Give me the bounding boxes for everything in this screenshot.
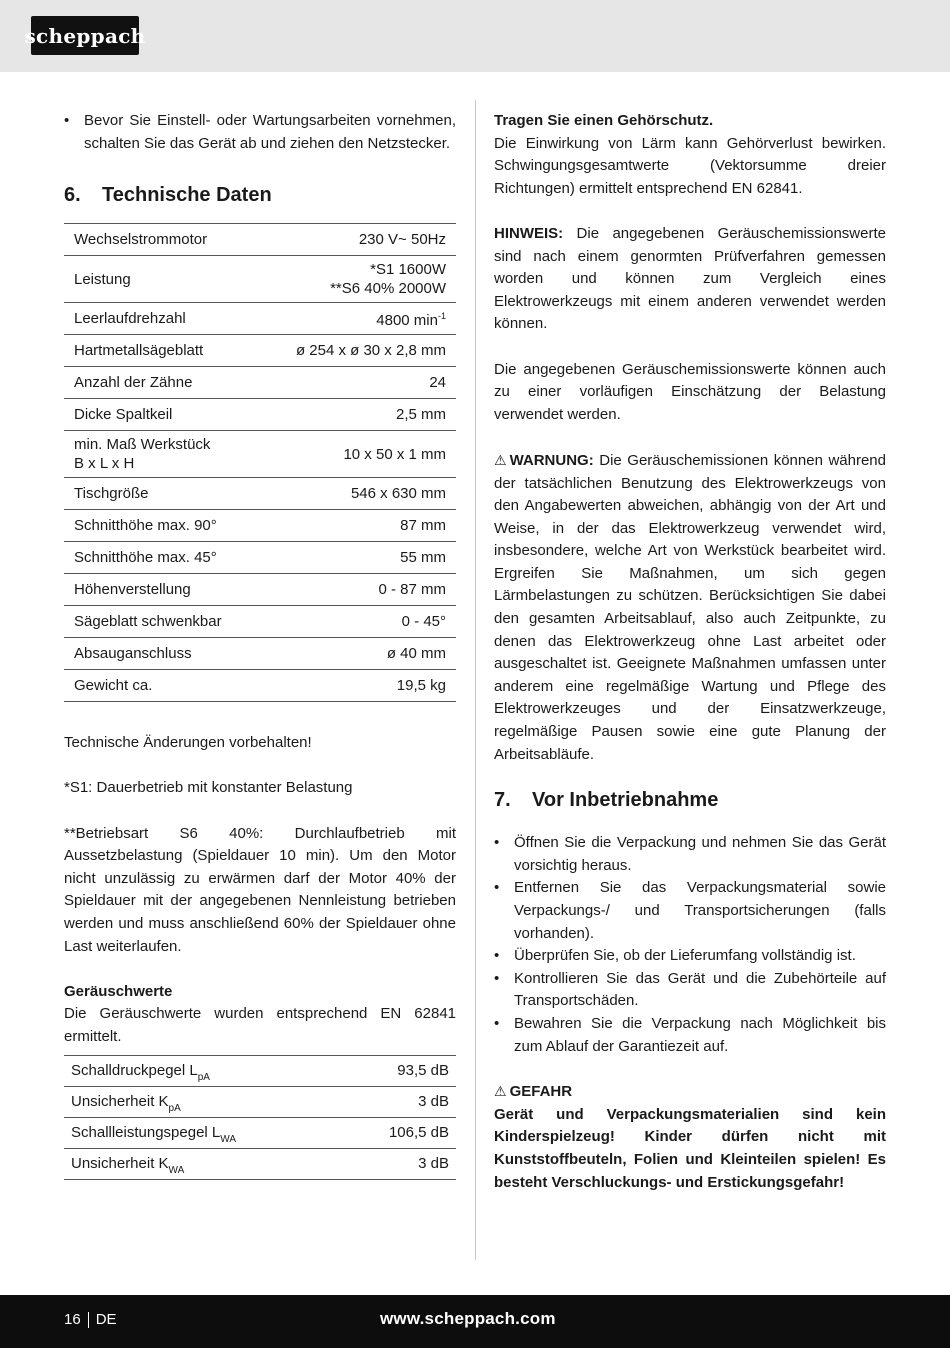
noise-value: 3 dB — [418, 1155, 449, 1172]
list-item: • Bewahren Sie die Verpackung nach Möglichkeit bis zum Ablauf der Garantiezeit auf. — [494, 1014, 886, 1055]
noise-label-subscript: pA — [197, 1072, 210, 1083]
bullet-glyph: • — [494, 1014, 500, 1032]
footer-band — [0, 1295, 950, 1348]
noise-label: Unsicherheit $K_{pA}$ — [71, 1093, 181, 1114]
spec-value: ø 254 x ø 30 x 2,8 mm — [295, 342, 446, 360]
list-item: • Überprüfen Sie, ob der Lieferumfang vollständig ist. — [494, 945, 886, 968]
noise-label-subscript: pA — [168, 1103, 181, 1114]
noise-value: 106,5 dB — [388, 1124, 449, 1141]
bullet-glyph: • — [494, 947, 500, 965]
spec-value: 87 mm — [400, 517, 446, 535]
page-number: 16 DE — [64, 1311, 117, 1328]
spec-label: min. Maß Werkstück B x L x H — [74, 436, 211, 473]
spec-table — [64, 223, 456, 702]
s6-note: **Betriebsart S6 40%: Durchlaufbetrieb mit Aussetzbelastung (Spieldauer 10 min). Um den Motor nicht unzulässig zu erwärmen darf der Motor 40% der Spieldauer mit der angegebenen Nennleistung betrieben werden und muss anschließend 60% der Spieldauer ohne Last weiterlaufen. — [64, 824, 456, 955]
spec-value: 2,5 mm — [395, 406, 446, 424]
noise-label: Schallleistungspegel $L_{WA}$ — [71, 1124, 237, 1145]
spec-value: 0 - 45° — [401, 613, 446, 631]
noise-label-subscript: WA — [168, 1165, 185, 1176]
gefahr-heading: ⚠ GEFAHR — [494, 1080, 886, 1104]
spec-value: 19,5 kg — [396, 677, 446, 695]
table-row — [64, 510, 456, 542]
spec-label: Anzahl der Zähne — [74, 374, 193, 392]
spec-label: Leistung — [74, 270, 131, 288]
table-row — [64, 606, 456, 638]
spec-label: Absauganschluss — [74, 645, 192, 663]
list-item: • Bevor Sie Einstell- oder Wartungsarbeiten vornehmen, schalten Sie das Gerät ab und ziehen den Netzstecker. — [64, 112, 456, 152]
spec-value: 24 — [429, 374, 446, 392]
spec-label: Schnitthöhe max. 90° — [74, 517, 217, 535]
left-column — [64, 110, 456, 1180]
table-row — [64, 367, 456, 399]
spec-label: Schnitthöhe max. 45° — [74, 549, 217, 567]
table-row — [64, 542, 456, 574]
spec-value: *S1 1600W **S6 40% 2000W — [330, 261, 446, 298]
before-operation-list — [494, 832, 886, 1058]
spec-value: 55 mm — [400, 549, 446, 567]
spec-value: 0 - 87 mm — [378, 581, 446, 599]
spec-label: Hartmetallsägeblatt — [74, 342, 204, 360]
table-row — [64, 1149, 456, 1180]
spec-label: Gewicht ca. — [74, 677, 153, 695]
intro-bullet-list — [64, 110, 456, 155]
noise-table — [64, 1055, 456, 1180]
spec-label: Dicke Spaltkeil — [74, 406, 173, 424]
spec-label: Sägeblatt schwenkbar — [74, 613, 222, 631]
table-row — [64, 1118, 456, 1149]
table-row — [64, 431, 456, 478]
table-row — [64, 303, 456, 335]
spec-label: Höhenverstellung — [74, 581, 191, 599]
bullet-glyph: • — [494, 834, 500, 852]
header-band — [0, 0, 950, 72]
footer-url[interactable]: www.scheppach.com — [380, 1309, 556, 1328]
spec-value: 230 V~ 50Hz — [358, 231, 446, 249]
table-row — [64, 478, 456, 510]
table-row — [64, 224, 456, 256]
list-item: • Öffnen Sie die Verpackung und nehmen Sie das Gerät vorsichtig heraus. — [494, 834, 886, 874]
brand-logo: scheppach — [31, 16, 139, 55]
noise-heading: Geräuschwerte — [64, 982, 173, 1000]
list-item: • Entfernen Sie das Verpackungsmaterial sowie Verpackungs-/ und Transportsicherungen (falls vorhanden). — [494, 879, 886, 942]
hearing-protection-heading: Tragen Sie einen Gehörschutz. — [494, 112, 714, 129]
column-divider — [475, 100, 476, 1260]
spec-value-superscript: -1 — [437, 311, 446, 322]
noise-value: 3 dB — [418, 1093, 449, 1110]
section-heading-technical-data: 6. Technische Daten — [64, 184, 272, 207]
spec-label: Tischgröße — [74, 485, 149, 503]
gefahr-text: Gerät und Verpackungsmaterialien sind kein Kinderspielzeug! Kinder dürfen nicht mit Kunststoffbeuteln, Folien und Kleinteilen spielen! Es besteht Verschluckungs- und Erstickungsgefahr! — [494, 1105, 886, 1191]
table-row — [64, 1056, 456, 1087]
hearing-protection-text: Die Einwirkung von Lärm kann Gehörverlust bewirken. Schwingungsgesamtwerte (Vektorsumme dreier Richtungen) ermittelt entsprechend EN 62841. — [494, 134, 886, 197]
warnung-paragraph: ⚠ WARNUNG: Die Geräuschemissionen können während der tatsächlichen Benutzung des Elektrowerkzeugs von den Angabewerten abweichen, abhängig von der Art und Weise, in der das Elektrowerkzeug verwendet wird, insbesondere, welche Art von Werkstück bearbeitet wird. Ergreifen Sie Maßnahmen, um sich gegen Lärmbelastungen zu schützen. Berücksichtigen Sie dabei den gesamten Arbeitsablauf, also auch Zeitpunkte, zu denen das Elektrowerkzeug ohne Last arbeitet oder ausgeschaltet ist. Geeignete Maßnahmen umfassen unter anderem eine regelmäßige Wartung und Pflege des Elektrowerkzeuges und der Einsatzwerkzeuge, regelmäßige Pausen sowie eine gute Planung der Arbeitsabläufe. — [494, 449, 886, 766]
noise-label: Schalldruckpegel $L_{pA}$ — [71, 1062, 210, 1083]
list-item: • Kontrollieren Sie das Gerät und die Zubehörteile auf Transportschäden. — [494, 969, 886, 1010]
table-row — [64, 256, 456, 303]
table-row — [64, 574, 456, 606]
noise-intro: Die Geräuschwerte wurden entsprechend EN 62841 ermittelt. — [64, 1005, 456, 1045]
table-row — [64, 335, 456, 367]
footer-separator — [88, 1312, 89, 1328]
table-row — [64, 399, 456, 431]
spec-value: 4800 $\min^{-1}$ — [376, 311, 446, 330]
spec-label: Leerlaufdrehzahl — [74, 310, 186, 328]
noise-value: 93,5 dB — [397, 1062, 449, 1079]
bullet-glyph: • — [494, 879, 500, 897]
changes-note: Technische Änderungen vorbehalten! — [64, 734, 312, 752]
bullet-glyph: • — [494, 969, 500, 987]
table-row — [64, 1087, 456, 1118]
s1-note: *S1: Dauerbetrieb mit konstanter Belastung — [64, 779, 353, 797]
hinweis-paragraph: HINWEIS: Die angegebenen Geräuschemissionswerte sind nach einem genormten Prüfverfahren gemessen worden und können zum Vergleich eines Elektrowerkzeugs mit einem anderen verwendet werden können. — [494, 224, 886, 333]
spec-value: 10 x 50 x 1 mm — [343, 445, 446, 463]
noise-label: Unsicherheit $K_{WA}$ — [71, 1155, 185, 1176]
right-column — [494, 110, 886, 1194]
noise-label-subscript: WA — [220, 1134, 237, 1145]
section-heading-before-operation: 7. Vor Inbetriebnahme — [494, 789, 719, 812]
table-row — [64, 670, 456, 702]
warning-triangle-icon: ⚠ — [494, 451, 507, 468]
spec-label: Wechselstrommotor — [74, 231, 208, 249]
spec-value: 546 x 630 mm — [350, 485, 446, 503]
warning-triangle-icon: ⚠ — [494, 1083, 507, 1100]
emission-paragraph: Die angegebenen Geräuschemissionswerte können auch zu einer vorläufigen Einschätzung der Belastung verwendet werden. — [494, 360, 886, 423]
table-row — [64, 638, 456, 670]
spec-value: ø 40 mm — [386, 645, 446, 663]
